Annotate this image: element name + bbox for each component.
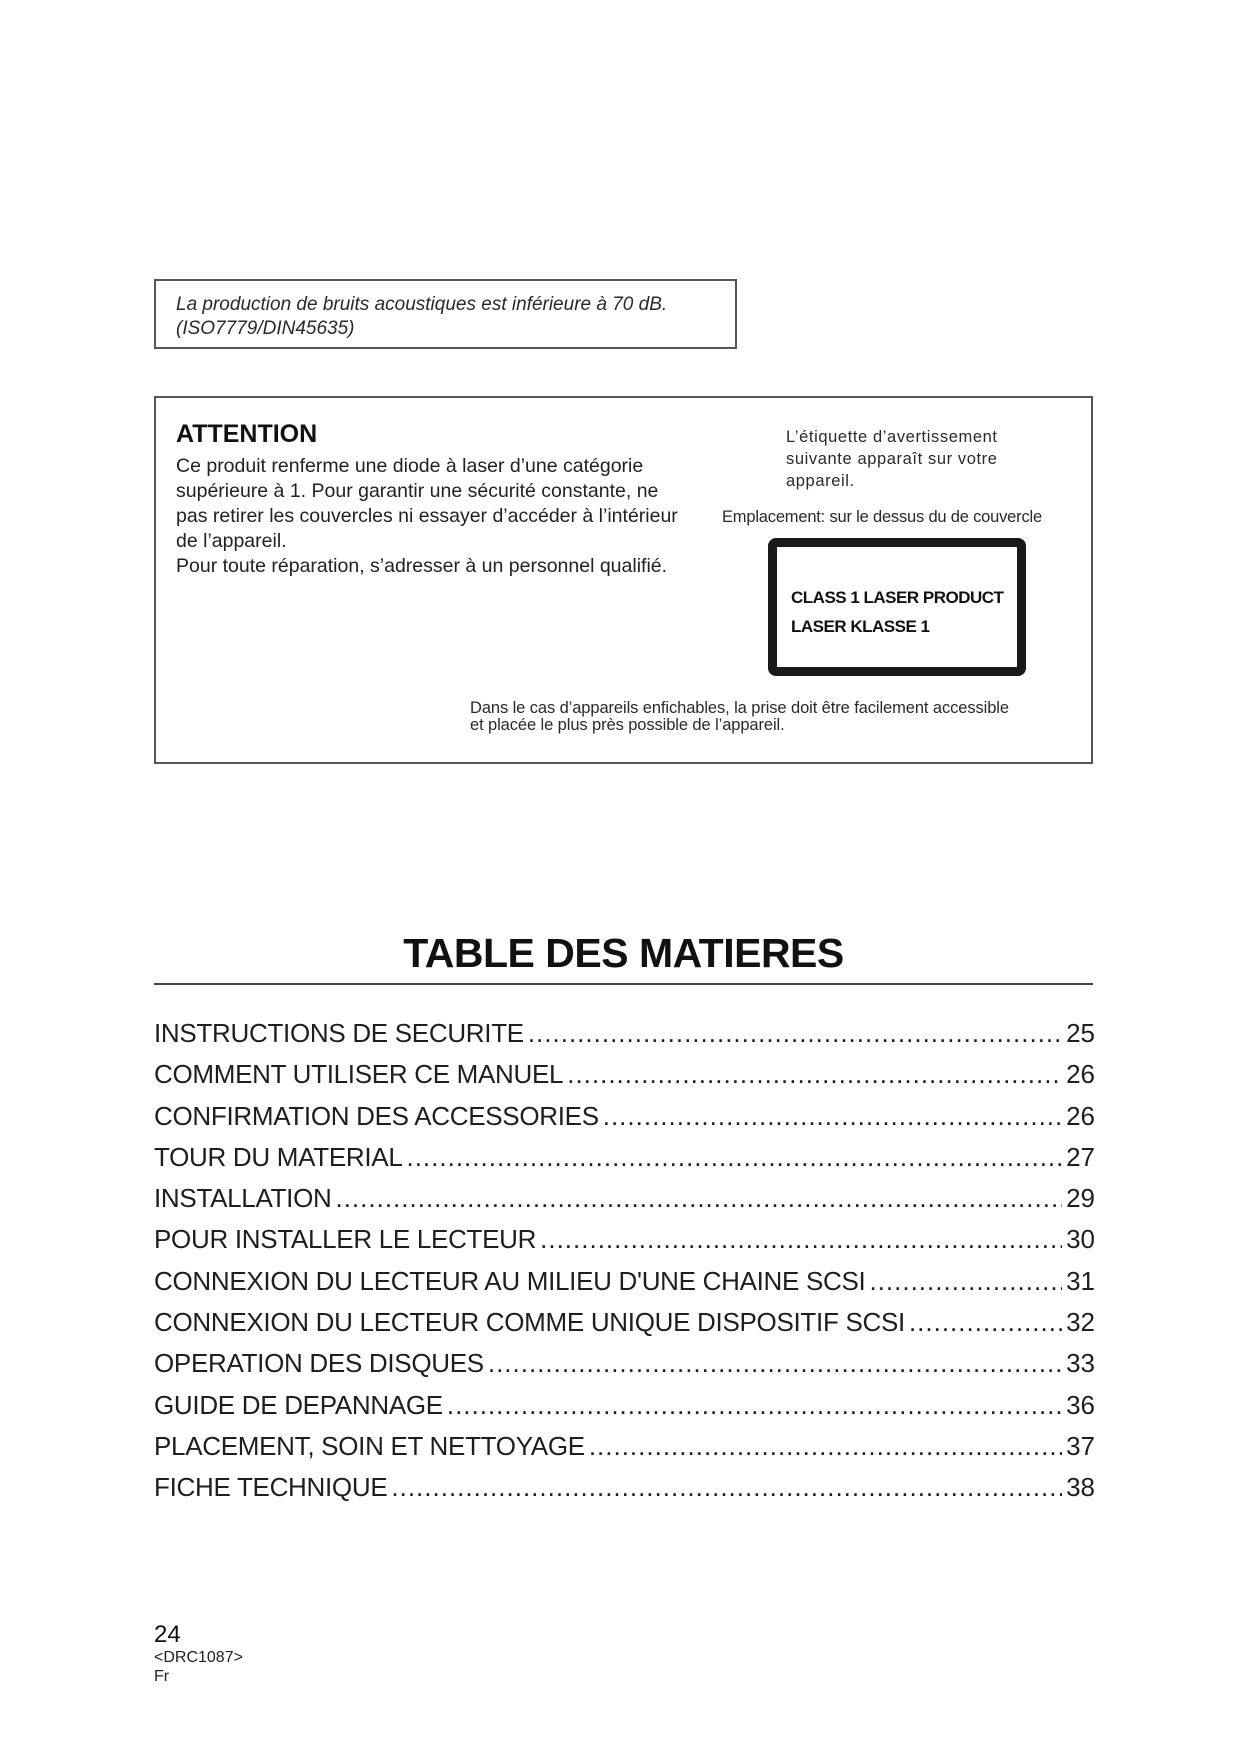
attention-body — [176, 454, 716, 579]
label-location: Emplacement: sur le dessus du de couvercle — [722, 508, 1042, 526]
toc-entry[interactable] — [154, 1142, 1095, 1183]
toc-entry[interactable] — [154, 1307, 1095, 1348]
toc-entry-leader — [528, 1018, 1062, 1049]
toc-entry[interactable] — [154, 1224, 1095, 1265]
toc-entry-page: 26 — [1066, 1059, 1095, 1090]
label-note-line: suivante apparaît sur votre — [786, 450, 998, 468]
laser-warning-label — [768, 538, 1026, 676]
toc-entry-title: PLACEMENT, SOIN ET NETTOYAGE — [154, 1430, 585, 1461]
plug-note-line: Dans le cas d’appareils enfichables, la prise doit être facilement accessible — [470, 699, 1009, 717]
toc-entry-leader — [589, 1431, 1062, 1462]
plug-note-line: et placée le plus près possible de l’appareil. — [470, 716, 785, 734]
toc-entry-leader — [406, 1142, 1062, 1173]
toc-entry-title: FICHE TECHNIQUE — [154, 1472, 388, 1503]
toc-entry-leader — [869, 1266, 1062, 1297]
attention-body-line: supérieure à 1. Pour garantir une sécurité constante, ne — [176, 480, 659, 502]
document-code: <DRC1087> — [154, 1649, 243, 1666]
toc-entry-leader — [447, 1390, 1062, 1421]
label-note-line: appareil. — [786, 472, 855, 490]
label-note — [786, 426, 1046, 492]
toc-entry-leader — [567, 1059, 1062, 1090]
plug-note — [470, 700, 1009, 734]
attention-body-line: de l’appareil. — [176, 530, 287, 552]
toc-entry-page: 37 — [1066, 1430, 1095, 1461]
toc-entry-leader — [335, 1183, 1062, 1214]
toc-entry-page: 38 — [1066, 1472, 1095, 1503]
toc-list — [154, 1018, 1095, 1514]
toc-entry[interactable] — [154, 1018, 1095, 1059]
toc-entry[interactable] — [154, 1348, 1095, 1389]
toc-entry[interactable] — [154, 1266, 1095, 1307]
toc-entry-title: TOUR DU MATERIAL — [154, 1141, 403, 1172]
noise-notice-standard: (ISO7779/DIN45635) — [176, 318, 355, 339]
language-code: Fr — [154, 1668, 170, 1685]
toc-entry-page: 29 — [1066, 1183, 1095, 1214]
toc-entry-page: 25 — [1066, 1018, 1095, 1048]
toc-entry[interactable] — [154, 1431, 1095, 1472]
toc-entry[interactable] — [154, 1472, 1095, 1513]
toc-entry-title: CONFIRMATION DES ACCESSORIES — [154, 1100, 599, 1131]
toc-divider — [154, 983, 1093, 985]
toc-entry-title: CONNEXION DU LECTEUR AU MILIEU D'UNE CHAINE SCSI — [154, 1265, 866, 1296]
noise-notice-box — [154, 279, 737, 349]
toc-entry-title: GUIDE DE DEPANNAGE — [154, 1389, 443, 1420]
laser-label-line-1: CLASS 1 LASER PRODUCT — [791, 588, 1004, 607]
toc-entry-page: 36 — [1066, 1389, 1095, 1420]
toc-entry-leader — [540, 1224, 1062, 1255]
attention-body-line: Pour toute réparation, s’adresser à un personnel qualifié. — [176, 555, 668, 577]
toc-entry-title: POUR INSTALLER LE LECTEUR — [154, 1224, 537, 1255]
toc-entry-page: 33 — [1066, 1348, 1095, 1379]
toc-entry-leader — [603, 1101, 1062, 1132]
laser-label-line-2: LASER KLASSE 1 — [791, 617, 930, 636]
toc-title: TABLE DES MATIERES — [403, 930, 844, 976]
page-number: 24 — [154, 1621, 181, 1648]
noise-notice-line: La production de bruits acoustiques est inférieure à 70 dB. — [176, 294, 668, 315]
toc-entry-page: 32 — [1066, 1307, 1095, 1338]
toc-entry-page: 26 — [1066, 1100, 1095, 1131]
toc-entry-title: OPERATION DES DISQUES — [154, 1348, 484, 1379]
toc-entry[interactable] — [154, 1183, 1095, 1224]
toc-entry-title: COMMENT UTILISER CE MANUEL — [154, 1059, 564, 1090]
attention-box — [154, 396, 1093, 764]
toc-entry-title: INSTRUCTIONS DE SECURITE — [154, 1018, 524, 1048]
attention-body-line: Ce produit renferme une diode à laser d’une catégorie — [176, 455, 644, 477]
toc-entry-page: 31 — [1066, 1265, 1095, 1296]
toc-entry-leader — [488, 1348, 1062, 1379]
toc-entry[interactable] — [154, 1059, 1095, 1100]
toc-entry[interactable] — [154, 1390, 1095, 1431]
toc-entry-title: CONNEXION DU LECTEUR COMME UNIQUE DISPOSITIF SCSI — [154, 1307, 905, 1338]
toc-entry[interactable] — [154, 1101, 1095, 1142]
toc-entry-page: 30 — [1066, 1224, 1095, 1255]
attention-body-line: pas retirer les couvercles ni essayer d’accéder à l’intérieur — [176, 505, 678, 527]
toc-entry-leader — [909, 1307, 1062, 1338]
page-footer — [154, 1622, 243, 1686]
label-note-line: L’étiquette d’avertissement — [786, 428, 998, 446]
toc-entry-leader — [391, 1472, 1062, 1503]
attention-title: ATTENTION — [176, 420, 318, 448]
toc-entry-page: 27 — [1066, 1141, 1095, 1172]
toc-entry-title: INSTALLATION — [154, 1183, 332, 1214]
